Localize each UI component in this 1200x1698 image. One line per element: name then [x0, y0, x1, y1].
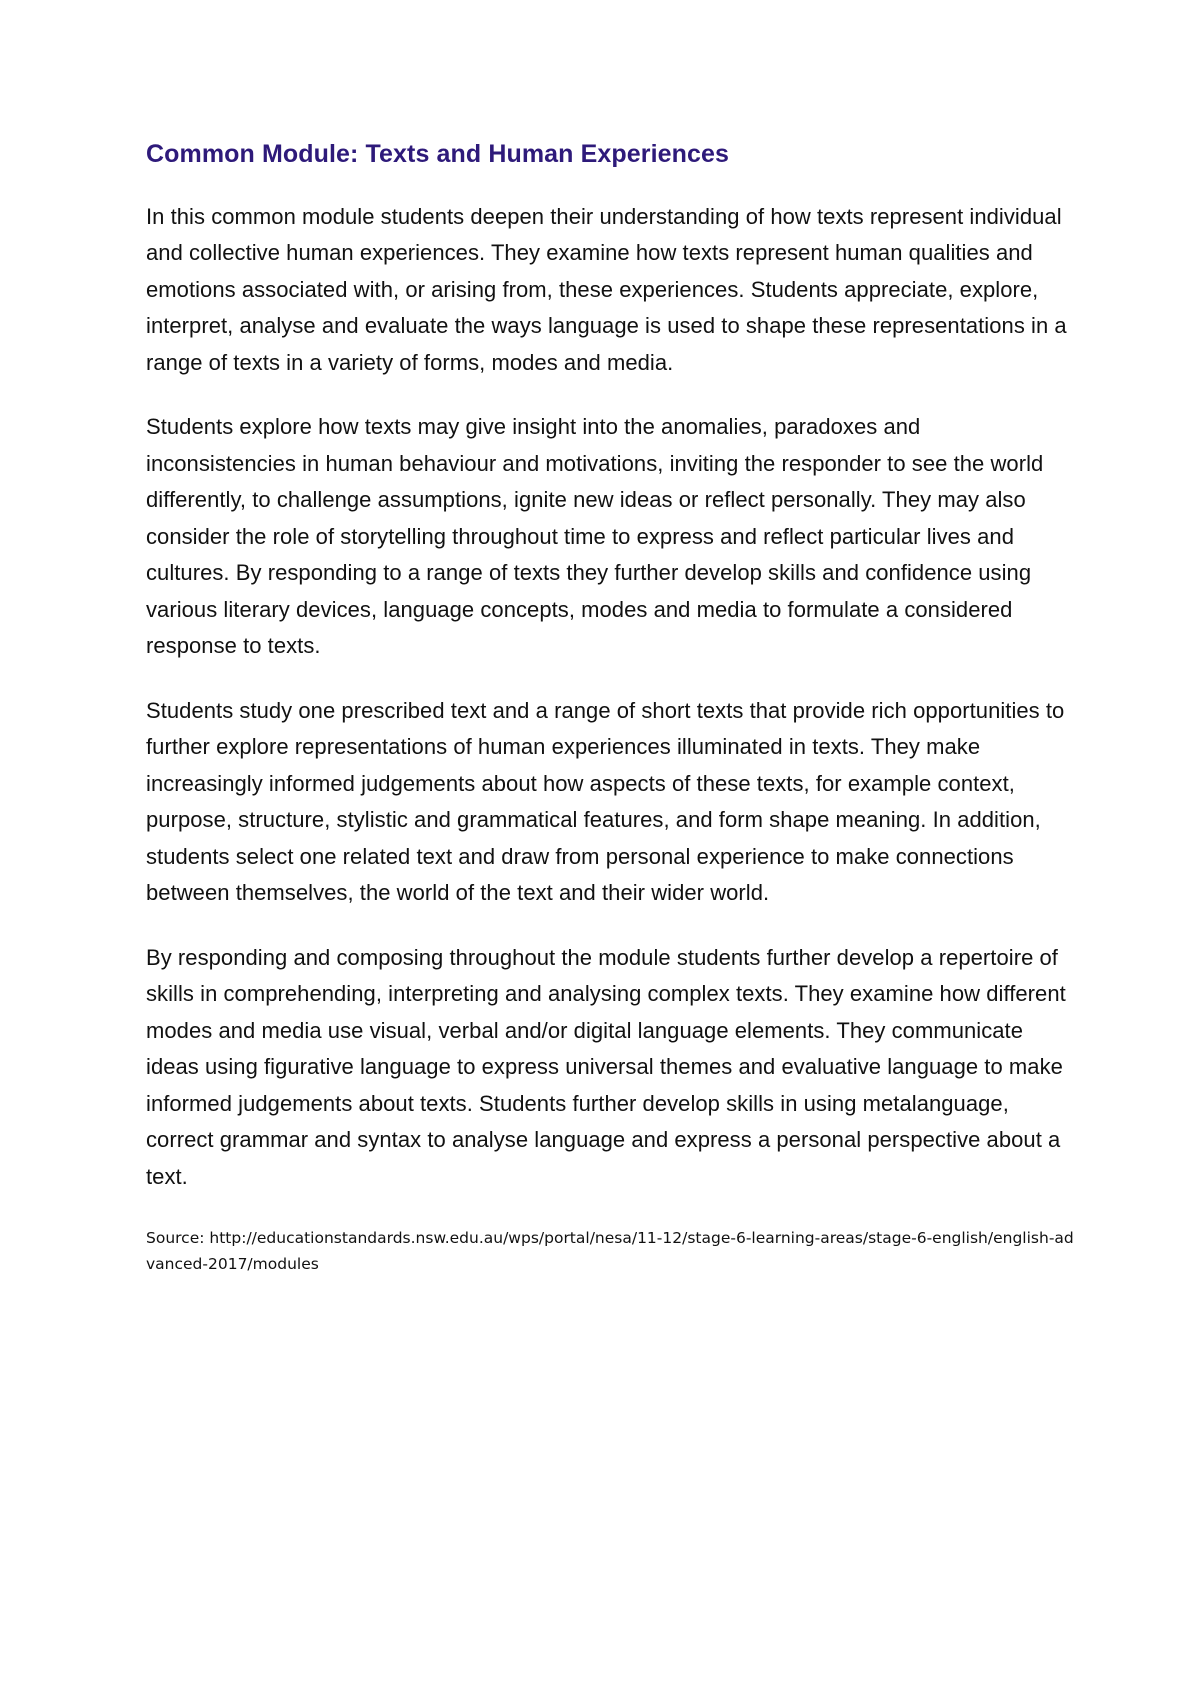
paragraph-4: By responding and composing throughout the module students further develop a repertoire of skills in comprehending, interpreting and analysing complex texts. They examine how different modes and media use visual, verbal and/or digital language elements. They communicate ideas using figurative language to express universal themes and evaluative language to make informed judgements about texts. Students further develop skills in using metalanguage, correct grammar and syntax to analyse language and express a personal perspective about a text. — [146, 944, 1066, 1189]
document-title: Common Module: Texts and Human Experiences — [146, 140, 730, 168]
paragraph-1: In this common module students deepen their understanding of how texts represent individual and collective human experiences. They examine how texts represent human qualities and emotions associated with, or arising from, these experiences. Students appreciate, explore, interpret, analyse and evaluate the ways language is used to shape these representations in a range of texts in a variety of forms, modes and media. — [146, 203, 1067, 375]
source-url: http://educationstandards.nsw.edu.au/wps/portal/nesa/11-12/stage-6-learning-areas/stage-6-english/english-advanced-2017/modules — [146, 1229, 1074, 1273]
source-citation — [146, 1225, 1076, 1277]
paragraph-3: Students study one prescribed text and a range of short texts that provide rich opportunities to further explore representations of human experiences illuminated in texts. They make increasingly informed judgements about how aspects of these texts, for example context, purpose, structure, stylistic and grammatical features, and form shape meaning. In addition, students select one related text and draw from personal experience to make connections between themselves, the world of the text and their wider world. — [146, 697, 1065, 905]
document-content — [146, 138, 1076, 1277]
source-label: Source: — [146, 1229, 205, 1247]
paragraph-2: Students explore how texts may give insight into the anomalies, paradoxes and inconsistencies in human behaviour and motivations, inviting the responder to see the world differently, to challenge assumptions, ignite new ideas or reflect personally. They may also consider the role of storytelling throughout time to express and reflect particular lives and cultures. By responding to a range of texts they further develop skills and confidence using various literary devices, language concepts, modes and media to formulate a considered response to texts. — [146, 414, 1044, 658]
